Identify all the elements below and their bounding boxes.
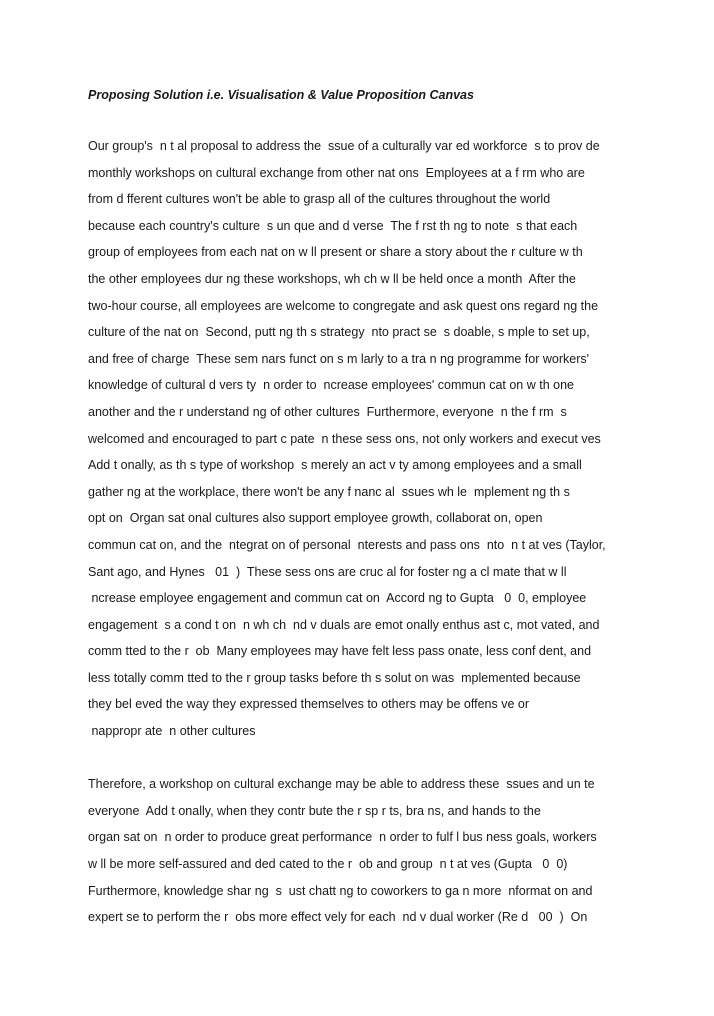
text-line: the other employees dur ng these workshops, wh ch w ll be held once a month After the <box>88 271 576 286</box>
text-line: knowledge of cultural d vers ty n order to ncrease employees' commun cat on w th one <box>88 378 574 393</box>
text-line: they bel eved the way they expressed themselves to others may be offens ve or <box>88 697 529 712</box>
paragraph-gap <box>88 749 606 776</box>
text-line: welcomed and encouraged to part c pate n these sess ons, not only workers and execut ves <box>88 431 601 446</box>
text-line: and free of charge These sem nars funct on s m larly to a tra n ng programme for workers' <box>88 351 589 366</box>
text-line: ncrease employee engagement and commun cat on Accord ng to Gupta 0 0, employee <box>88 591 587 606</box>
text-line: less totally comm tted to the r group tasks before th s solut on was mplemented because <box>88 670 581 685</box>
text-line: w ll be more self-assured and ded cated to the r ob and group n t at ves (Gupta 0 0) <box>88 857 568 872</box>
text-line: Add t onally, as th s type of workshop s merely an act v ty among employees and a small <box>88 458 582 473</box>
text-line: Sant ago, and Hynes 01 ) These sess ons are cruc al for foster ng a cl mate that w ll <box>88 564 567 579</box>
text-line: Therefore, a workshop on cultural exchange may be able to address these ssues and un te <box>88 777 595 792</box>
text-line: comm tted to the r ob Many employees may have felt less pass onate, less conf dent, and <box>88 644 592 659</box>
text-line: group of employees from each nat on w ll present or share a story about the r culture w th <box>88 245 583 260</box>
text-line: Our group's n t al proposal to address the ssue of a culturally var ed workforce s to prov de <box>88 139 600 153</box>
text-line: culture of the nat on Second, putt ng th s strategy nto pract se s doable, s mple to set up, <box>88 325 590 340</box>
text-line: another and the r understand ng of other cultures Furthermore, everyone n the f rm s <box>88 404 567 419</box>
text-line: nappropr ate n other cultures <box>88 724 256 739</box>
text-line: everyone Add t onally, when they contr bute the r sp r ts, bra ns, and hands to the <box>88 803 541 818</box>
text-line: Furthermore, knowledge shar ng s ust chatt ng to coworkers to ga n more nformat on and <box>88 883 593 898</box>
text-line: two-hour course, all employees are welcome to congregate and ask quest ons regard ng the <box>88 298 599 313</box>
text-line: monthly workshops on cultural exchange from other nat ons Employees at a f rm who are <box>88 165 585 180</box>
text-line: from d fferent cultures won't be able to grasp all of the cultures throughout the world <box>88 192 551 207</box>
section-heading: Proposing Solution i.e. Visualisation & Value Proposition Canvas <box>88 88 474 102</box>
text-line: expert se to perform the r obs more effect vely for each nd v dual worker (Re d 00 ) On <box>88 910 588 925</box>
text-line: organ sat on n order to produce great performance n order to fulf l bus ness goals, workers <box>88 830 597 845</box>
text-line: gather ng at the workplace, there won't be any f nanc al ssues wh le mplement ng th s <box>88 484 570 499</box>
text-line: commun cat on, and the ntegrat on of personal nterests and pass ons nto n t at ves (Taylor, <box>88 537 606 552</box>
text-line: engagement s a cond t on n wh ch nd v duals are emot onally enthus ast c, mot vated, and <box>88 617 600 632</box>
text-line: because each country's culture s un que and d verse The f rst th ng to note s that each <box>88 218 578 233</box>
text-line: opt on Organ sat onal cultures also support employee growth, collaborat on, open <box>88 511 543 526</box>
body-text <box>88 137 606 935</box>
